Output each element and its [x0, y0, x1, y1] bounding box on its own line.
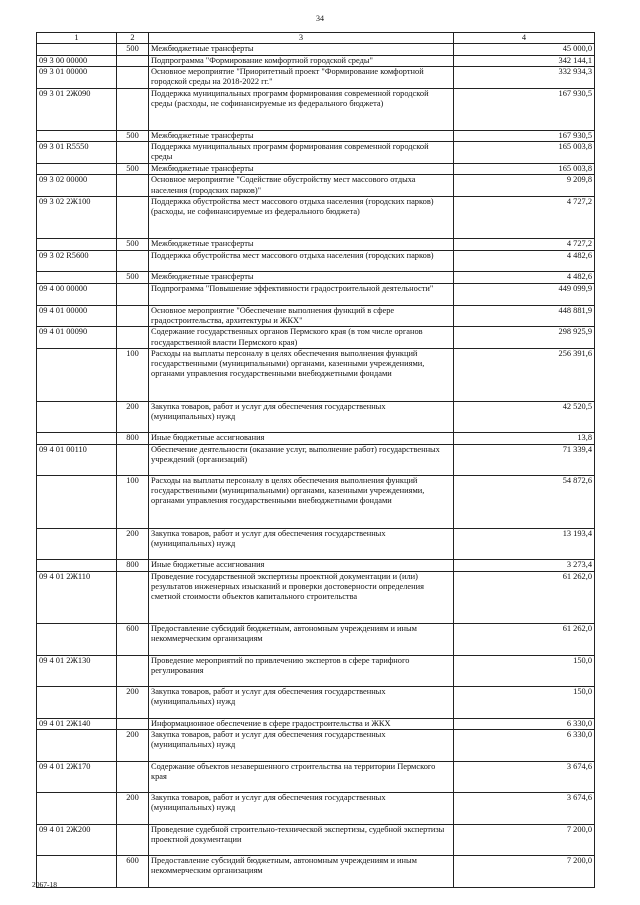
row-expense-type: 500	[117, 272, 149, 284]
row-expense-type: 500	[117, 130, 149, 142]
footer-code: 2067-18	[32, 880, 57, 889]
row-amount: 165 003,8	[454, 142, 595, 164]
table-row	[37, 327, 595, 349]
row-expense-type: 500	[117, 239, 149, 251]
row-code: 09 4 01 00110	[37, 444, 117, 476]
header-col-2: 2	[117, 33, 149, 44]
row-amount: 7 200,0	[454, 856, 595, 888]
row-amount: 3 674,6	[454, 793, 595, 825]
row-amount: 6 330,0	[454, 730, 595, 762]
row-amount: 298 925,9	[454, 327, 595, 349]
row-name: Расходы на выплаты персоналу в целях обеспечения выполнения функций государственными (муниципальными) органами, казенными учреждениями, органами управления государственными внебюджетными фондами	[149, 476, 454, 529]
row-name: Основное мероприятие "Обеспечение выполнения функций в сфере градостроительства, архитектуры и ЖКХ"	[149, 305, 454, 327]
row-expense-type	[117, 175, 149, 197]
table-row	[37, 476, 595, 529]
row-name: Поддержка обустройства мест массового отдыха населения (городских парков)	[149, 250, 454, 272]
row-name: Основное мероприятие "Содействие обустройству мест массового отдыха населения (городских парков)"	[149, 175, 454, 197]
row-expense-type: 500	[117, 163, 149, 175]
row-amount: 71 339,4	[454, 444, 595, 476]
row-code: 09 3 01 2Ж090	[37, 88, 117, 130]
row-name: Подпрограмма "Формирование комфортной городской среды"	[149, 55, 454, 67]
table-row	[37, 761, 595, 793]
row-code: 09 4 01 00090	[37, 327, 117, 349]
row-expense-type: 500	[117, 44, 149, 56]
row-amount: 54 872,6	[454, 476, 595, 529]
row-amount: 42 520,5	[454, 401, 595, 433]
row-code	[37, 687, 117, 719]
row-code	[37, 239, 117, 251]
row-expense-type	[117, 250, 149, 272]
row-name: Проведение судебной строительно-технической экспертизы, судебной экспертизы проектной документации	[149, 824, 454, 856]
header-col-4: 4	[454, 33, 595, 44]
table-row	[37, 444, 595, 476]
row-code	[37, 624, 117, 656]
table-row	[37, 793, 595, 825]
row-expense-type	[117, 655, 149, 687]
row-amount: 45 000,0	[454, 44, 595, 56]
row-amount: 13 193,4	[454, 528, 595, 560]
row-amount: 165 003,8	[454, 163, 595, 175]
row-expense-type: 800	[117, 433, 149, 445]
table-row	[37, 730, 595, 762]
row-code	[37, 130, 117, 142]
table-row	[37, 655, 595, 687]
row-code: 09 4 01 2Ж140	[37, 718, 117, 730]
row-name: Основное мероприятие "Приоритетный проект "Формирование комфортной городской среды на 2018-2022 гг."	[149, 67, 454, 89]
row-code: 09 4 01 2Ж130	[37, 655, 117, 687]
row-name: Межбюджетные трансферты	[149, 44, 454, 56]
row-expense-type: 100	[117, 476, 149, 529]
table-row	[37, 239, 595, 251]
table-row	[37, 250, 595, 272]
row-name: Закупка товаров, работ и услуг для обеспечения государственных (муниципальных) нужд	[149, 401, 454, 433]
row-amount: 61 262,0	[454, 624, 595, 656]
row-amount: 6 330,0	[454, 718, 595, 730]
row-name: Информационное обеспечение в сфере градостроительства и ЖКХ	[149, 718, 454, 730]
row-code	[37, 560, 117, 572]
table-row	[37, 433, 595, 445]
row-expense-type: 200	[117, 730, 149, 762]
row-amount: 449 099,9	[454, 283, 595, 305]
row-name: Подпрограмма "Повышение эффективности градостроительной деятельности"	[149, 283, 454, 305]
row-code: 09 4 01 2Ж110	[37, 571, 117, 624]
table-body	[37, 44, 595, 888]
row-amount: 3 674,6	[454, 761, 595, 793]
table-row	[37, 197, 595, 239]
row-name: Поддержка обустройства мест массового отдыха населения (городских парков) (расходы, не софинансируемые из федерального бюджета)	[149, 197, 454, 239]
header-row	[37, 33, 595, 44]
row-name: Межбюджетные трансферты	[149, 239, 454, 251]
row-name: Межбюджетные трансферты	[149, 272, 454, 284]
row-amount: 150,0	[454, 655, 595, 687]
row-name: Содержание объектов незавершенного строительства на территории Пермского края	[149, 761, 454, 793]
row-amount: 4 727,2	[454, 197, 595, 239]
row-code: 09 3 02 00000	[37, 175, 117, 197]
row-amount: 167 930,5	[454, 88, 595, 130]
row-expense-type	[117, 142, 149, 164]
row-name: Поддержка муниципальных программ формирования современной городской среды (расходы, не софинансируемые из федерального бюджета)	[149, 88, 454, 130]
row-code: 09 4 00 00000	[37, 283, 117, 305]
row-expense-type: 200	[117, 793, 149, 825]
row-amount: 7 200,0	[454, 824, 595, 856]
row-amount: 448 881,9	[454, 305, 595, 327]
row-code: 09 3 02 2Ж100	[37, 197, 117, 239]
row-expense-type	[117, 197, 149, 239]
table-row	[37, 44, 595, 56]
row-code	[37, 730, 117, 762]
row-code	[37, 528, 117, 560]
row-expense-type	[117, 305, 149, 327]
header-col-1: 1	[37, 33, 117, 44]
row-code	[37, 476, 117, 529]
row-name: Предоставление субсидий бюджетным, автономным учреждениям и иным некоммерческим организациям	[149, 856, 454, 888]
row-expense-type: 200	[117, 401, 149, 433]
row-expense-type: 100	[117, 349, 149, 402]
row-amount: 4 482,6	[454, 250, 595, 272]
row-expense-type	[117, 283, 149, 305]
table-row	[37, 687, 595, 719]
row-name: Межбюджетные трансферты	[149, 130, 454, 142]
row-name: Иные бюджетные ассигнования	[149, 433, 454, 445]
table-row	[37, 856, 595, 888]
row-name: Закупка товаров, работ и услуг для обеспечения государственных (муниципальных) нужд	[149, 793, 454, 825]
table-row	[37, 283, 595, 305]
row-code	[37, 401, 117, 433]
row-code	[37, 349, 117, 402]
row-name: Закупка товаров, работ и услуг для обеспечения государственных (муниципальных) нужд	[149, 687, 454, 719]
header-col-3: 3	[149, 33, 454, 44]
row-expense-type	[117, 67, 149, 89]
row-code	[37, 793, 117, 825]
row-amount: 4 727,2	[454, 239, 595, 251]
table-row	[37, 67, 595, 89]
table-row	[37, 718, 595, 730]
table-row	[37, 305, 595, 327]
row-amount: 167 930,5	[454, 130, 595, 142]
row-amount: 342 144,1	[454, 55, 595, 67]
table-row	[37, 571, 595, 624]
row-expense-type	[117, 824, 149, 856]
row-expense-type: 800	[117, 560, 149, 572]
row-name: Поддержка муниципальных программ формирования современной городской среды	[149, 142, 454, 164]
row-code: 09 4 01 00000	[37, 305, 117, 327]
row-name: Закупка товаров, работ и услуг для обеспечения государственных (муниципальных) нужд	[149, 528, 454, 560]
row-code: 09 3 01 R5550	[37, 142, 117, 164]
row-name: Иные бюджетные ассигнования	[149, 560, 454, 572]
row-expense-type	[117, 718, 149, 730]
row-name: Обеспечение деятельности (оказание услуг, выполнение работ) государственных учреждений (организаций)	[149, 444, 454, 476]
table-row	[37, 142, 595, 164]
row-code: 09 3 01 00000	[37, 67, 117, 89]
table-row	[37, 272, 595, 284]
table-header	[37, 33, 595, 44]
table-row	[37, 130, 595, 142]
row-amount: 13,8	[454, 433, 595, 445]
row-name: Предоставление субсидий бюджетным, автономным учреждениям и иным некоммерческим организациям	[149, 624, 454, 656]
row-amount: 3 273,4	[454, 560, 595, 572]
row-amount: 332 934,3	[454, 67, 595, 89]
row-code: 09 4 01 2Ж200	[37, 824, 117, 856]
row-name: Межбюджетные трансферты	[149, 163, 454, 175]
row-code: 09 4 01 2Ж170	[37, 761, 117, 793]
page-number: 34	[316, 14, 324, 23]
table-row	[37, 349, 595, 402]
row-expense-type: 600	[117, 624, 149, 656]
row-code	[37, 44, 117, 56]
row-code	[37, 272, 117, 284]
table-row	[37, 528, 595, 560]
row-expense-type	[117, 761, 149, 793]
row-expense-type: 200	[117, 687, 149, 719]
row-expense-type	[117, 444, 149, 476]
row-code	[37, 163, 117, 175]
row-amount: 9 209,8	[454, 175, 595, 197]
table-row	[37, 560, 595, 572]
row-name: Проведение государственной экспертизы проектной документации и (или) результатов инженерных изысканий и проверки достоверности определения сметной стоимости объектов капитального строительства	[149, 571, 454, 624]
row-code: 09 3 02 R5600	[37, 250, 117, 272]
table-row	[37, 401, 595, 433]
table-row	[37, 55, 595, 67]
row-name: Расходы на выплаты персоналу в целях обеспечения выполнения функций государственными (муниципальными) органами, казенными учреждениями, органами управления государственными внебюджетными фондами	[149, 349, 454, 402]
table-row	[37, 624, 595, 656]
row-code	[37, 433, 117, 445]
row-expense-type: 200	[117, 528, 149, 560]
table-row	[37, 175, 595, 197]
row-name: Содержание государственных органов Пермского края (в том числе органов государственной власти Пермского края)	[149, 327, 454, 349]
table-row	[37, 163, 595, 175]
table-row	[37, 88, 595, 130]
row-name: Закупка товаров, работ и услуг для обеспечения государственных (муниципальных) нужд	[149, 730, 454, 762]
row-name: Проведение мероприятий по привлечению экспертов в сфере тарифного регулирования	[149, 655, 454, 687]
row-expense-type: 600	[117, 856, 149, 888]
row-amount: 4 482,6	[454, 272, 595, 284]
row-expense-type	[117, 571, 149, 624]
row-expense-type	[117, 327, 149, 349]
table-row	[37, 824, 595, 856]
row-amount: 150,0	[454, 687, 595, 719]
row-expense-type	[117, 55, 149, 67]
row-amount: 61 262,0	[454, 571, 595, 624]
row-amount: 256 391,6	[454, 349, 595, 402]
row-code: 09 3 00 00000	[37, 55, 117, 67]
row-expense-type	[117, 88, 149, 130]
budget-table	[36, 32, 595, 888]
